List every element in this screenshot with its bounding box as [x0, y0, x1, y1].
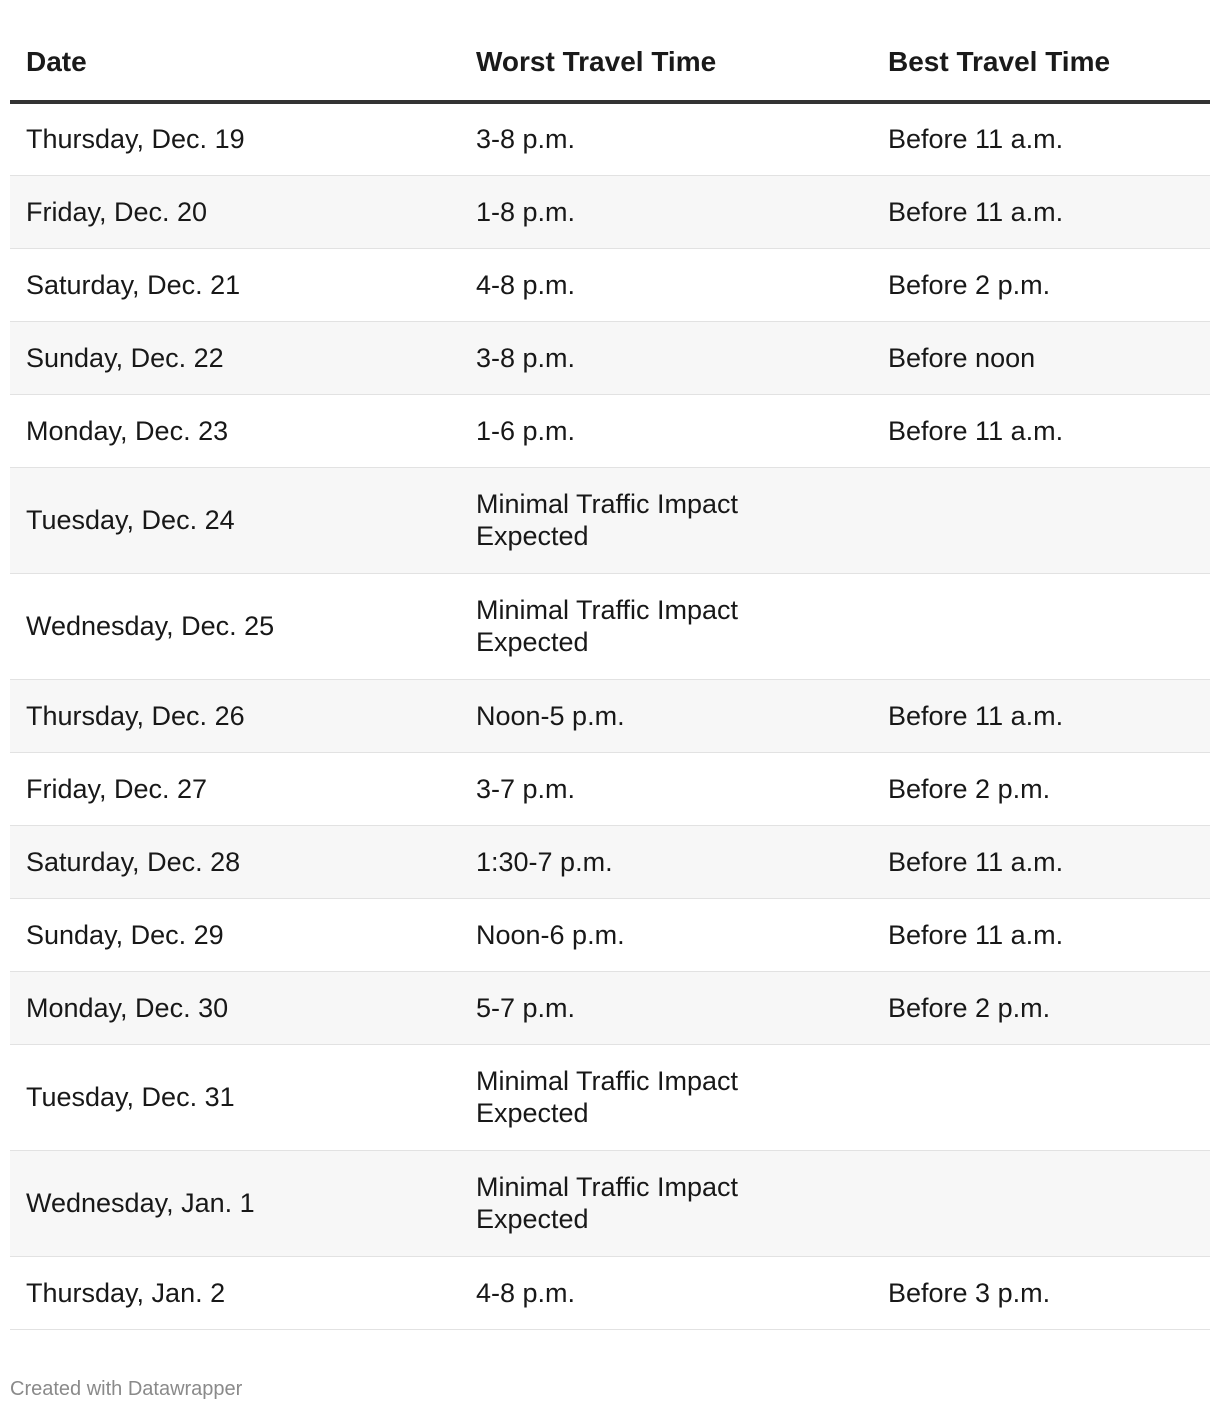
- date-cell: Thursday, Jan. 2: [10, 1256, 460, 1329]
- worst-travel-time-cell: 3-8 p.m.: [460, 102, 872, 175]
- date-cell: Monday, Dec. 30: [10, 971, 460, 1044]
- column-header-date: Date: [10, 24, 460, 102]
- best-travel-time-cell: Before 11 a.m.: [872, 175, 1210, 248]
- column-header-worst-travel-time: Worst Travel Time: [460, 24, 872, 102]
- table-row: [10, 1044, 1210, 1150]
- date-cell: Tuesday, Dec. 24: [10, 467, 460, 573]
- date-cell: Monday, Dec. 23: [10, 394, 460, 467]
- best-travel-time-cell: [872, 573, 1210, 679]
- worst-travel-time-cell: Minimal Traffic Impact Expected: [460, 1044, 872, 1150]
- worst-travel-time-cell: 1-8 p.m.: [460, 175, 872, 248]
- date-cell: Saturday, Dec. 28: [10, 825, 460, 898]
- table-row: [10, 573, 1210, 679]
- best-travel-time-cell: Before noon: [872, 321, 1210, 394]
- best-travel-time-cell: Before 11 a.m.: [872, 394, 1210, 467]
- table-row: [10, 752, 1210, 825]
- worst-travel-time-cell: Minimal Traffic Impact Expected: [460, 467, 872, 573]
- date-cell: Sunday, Dec. 29: [10, 898, 460, 971]
- date-cell: Saturday, Dec. 21: [10, 248, 460, 321]
- table-body: [10, 102, 1210, 1329]
- best-travel-time-cell: [872, 467, 1210, 573]
- worst-travel-time-cell: Noon-6 p.m.: [460, 898, 872, 971]
- table-row: [10, 248, 1210, 321]
- date-cell: Thursday, Dec. 26: [10, 679, 460, 752]
- best-travel-time-cell: [872, 1044, 1210, 1150]
- table-row: [10, 321, 1210, 394]
- column-header-best-travel-time: Best Travel Time: [872, 24, 1210, 102]
- best-travel-time-cell: [872, 1150, 1210, 1256]
- best-travel-time-cell: Before 2 p.m.: [872, 248, 1210, 321]
- date-cell: Tuesday, Dec. 31: [10, 1044, 460, 1150]
- worst-travel-time-cell: Minimal Traffic Impact Expected: [460, 573, 872, 679]
- worst-travel-time-cell: 5-7 p.m.: [460, 971, 872, 1044]
- table-row: [10, 102, 1210, 175]
- table-row: [10, 175, 1210, 248]
- worst-travel-time-cell: 1:30-7 p.m.: [460, 825, 872, 898]
- best-travel-time-cell: Before 11 a.m.: [872, 898, 1210, 971]
- best-travel-time-cell: Before 2 p.m.: [872, 971, 1210, 1044]
- table-row: [10, 825, 1210, 898]
- header-row: [10, 24, 1210, 102]
- worst-travel-time-cell: 3-8 p.m.: [460, 321, 872, 394]
- table-row: [10, 971, 1210, 1044]
- best-travel-time-cell: Before 11 a.m.: [872, 679, 1210, 752]
- best-travel-time-cell: Before 2 p.m.: [872, 752, 1210, 825]
- best-travel-time-cell: Before 11 a.m.: [872, 825, 1210, 898]
- worst-travel-time-cell: 4-8 p.m.: [460, 248, 872, 321]
- table-row: [10, 394, 1210, 467]
- worst-travel-time-cell: 3-7 p.m.: [460, 752, 872, 825]
- table-row: [10, 898, 1210, 971]
- date-cell: Wednesday, Dec. 25: [10, 573, 460, 679]
- date-cell: Friday, Dec. 27: [10, 752, 460, 825]
- travel-times-table: [10, 24, 1210, 1330]
- worst-travel-time-cell: 4-8 p.m.: [460, 1256, 872, 1329]
- table-row: [10, 467, 1210, 573]
- date-cell: Wednesday, Jan. 1: [10, 1150, 460, 1256]
- best-travel-time-cell: Before 11 a.m.: [872, 102, 1210, 175]
- worst-travel-time-cell: 1-6 p.m.: [460, 394, 872, 467]
- table-row: [10, 679, 1210, 752]
- worst-travel-time-cell: Minimal Traffic Impact Expected: [460, 1150, 872, 1256]
- worst-travel-time-cell: Noon-5 p.m.: [460, 679, 872, 752]
- table-row: [10, 1256, 1210, 1329]
- footer-credit: Created with Datawrapper: [10, 1378, 243, 1400]
- date-cell: Thursday, Dec. 19: [10, 102, 460, 175]
- date-cell: Friday, Dec. 20: [10, 175, 460, 248]
- date-cell: Sunday, Dec. 22: [10, 321, 460, 394]
- best-travel-time-cell: Before 3 p.m.: [872, 1256, 1210, 1329]
- table-row: [10, 1150, 1210, 1256]
